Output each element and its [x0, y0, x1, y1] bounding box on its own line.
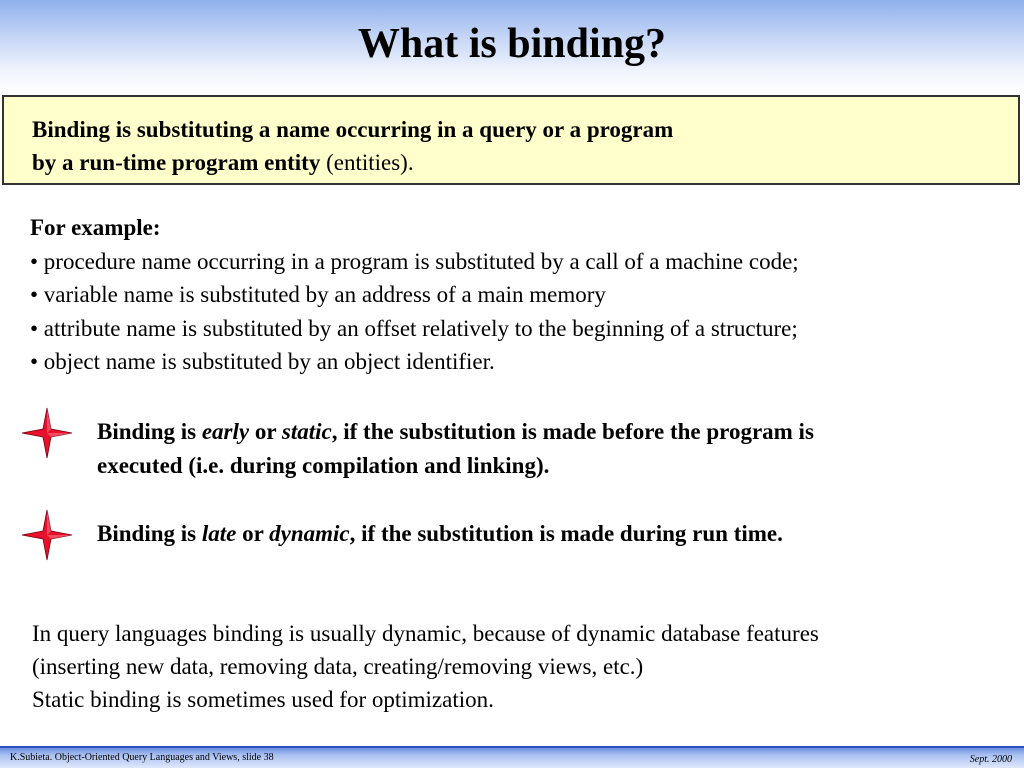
definition-box [2, 95, 1020, 185]
summary-line: Static binding is sometimes used for optimization. [32, 687, 494, 712]
definition-line-2 [32, 149, 414, 177]
footer-credit: K.Subieta. Object-Oriented Query Languages and Views, slide 38 [10, 752, 274, 763]
summary-paragraph [32, 617, 819, 716]
early-rest: , if the substitution is made before the program is [331, 419, 814, 444]
definition-rest-text: (entities). [320, 150, 414, 175]
footer-bar [0, 746, 1024, 768]
star-bullet-icon [21, 509, 73, 561]
example-item: • attribute name is substituted by an offset relatively to the beginning of a structure; [30, 315, 798, 341]
early-prefix: Binding is [97, 419, 202, 444]
example-item: • variable name is substituted by an address of a main memory [30, 282, 606, 307]
term-late: late [201, 521, 237, 546]
definition-bold-text: by a run-time program entity [32, 150, 321, 175]
summary-line: (inserting new data, removing data, creating/removing views, etc.) [32, 654, 644, 679]
definition-line-1: Binding is substituting a name occurring in a query or a program [32, 117, 674, 142]
term-early: early [201, 419, 250, 444]
early-or: or [249, 419, 282, 444]
examples-list [30, 211, 799, 379]
star-bullet-icon [21, 407, 73, 459]
term-static: static [281, 419, 332, 444]
examples-heading: For example: [30, 215, 161, 240]
late-or: or [236, 521, 270, 546]
late-prefix: Binding is [97, 521, 202, 546]
footer-date: Sept. 2000 [969, 754, 1012, 765]
example-item: • object name is substituted by an object identifier. [30, 349, 495, 374]
summary-line: In query languages binding is usually dynamic, because of dynamic database features [32, 621, 819, 646]
early-binding-rule [97, 415, 814, 483]
late-binding-rule [97, 517, 783, 551]
example-item: • procedure name occurring in a program is substituted by a call of a machine code; [30, 248, 799, 274]
early-binding-line-2: executed (i.e. during compilation and linking). [97, 453, 550, 478]
late-rest: , if the substitution is made during run time. [349, 521, 783, 546]
term-dynamic: dynamic [269, 521, 350, 546]
slide-title: What is binding? [357, 21, 667, 67]
early-binding-line-1 [97, 415, 814, 449]
